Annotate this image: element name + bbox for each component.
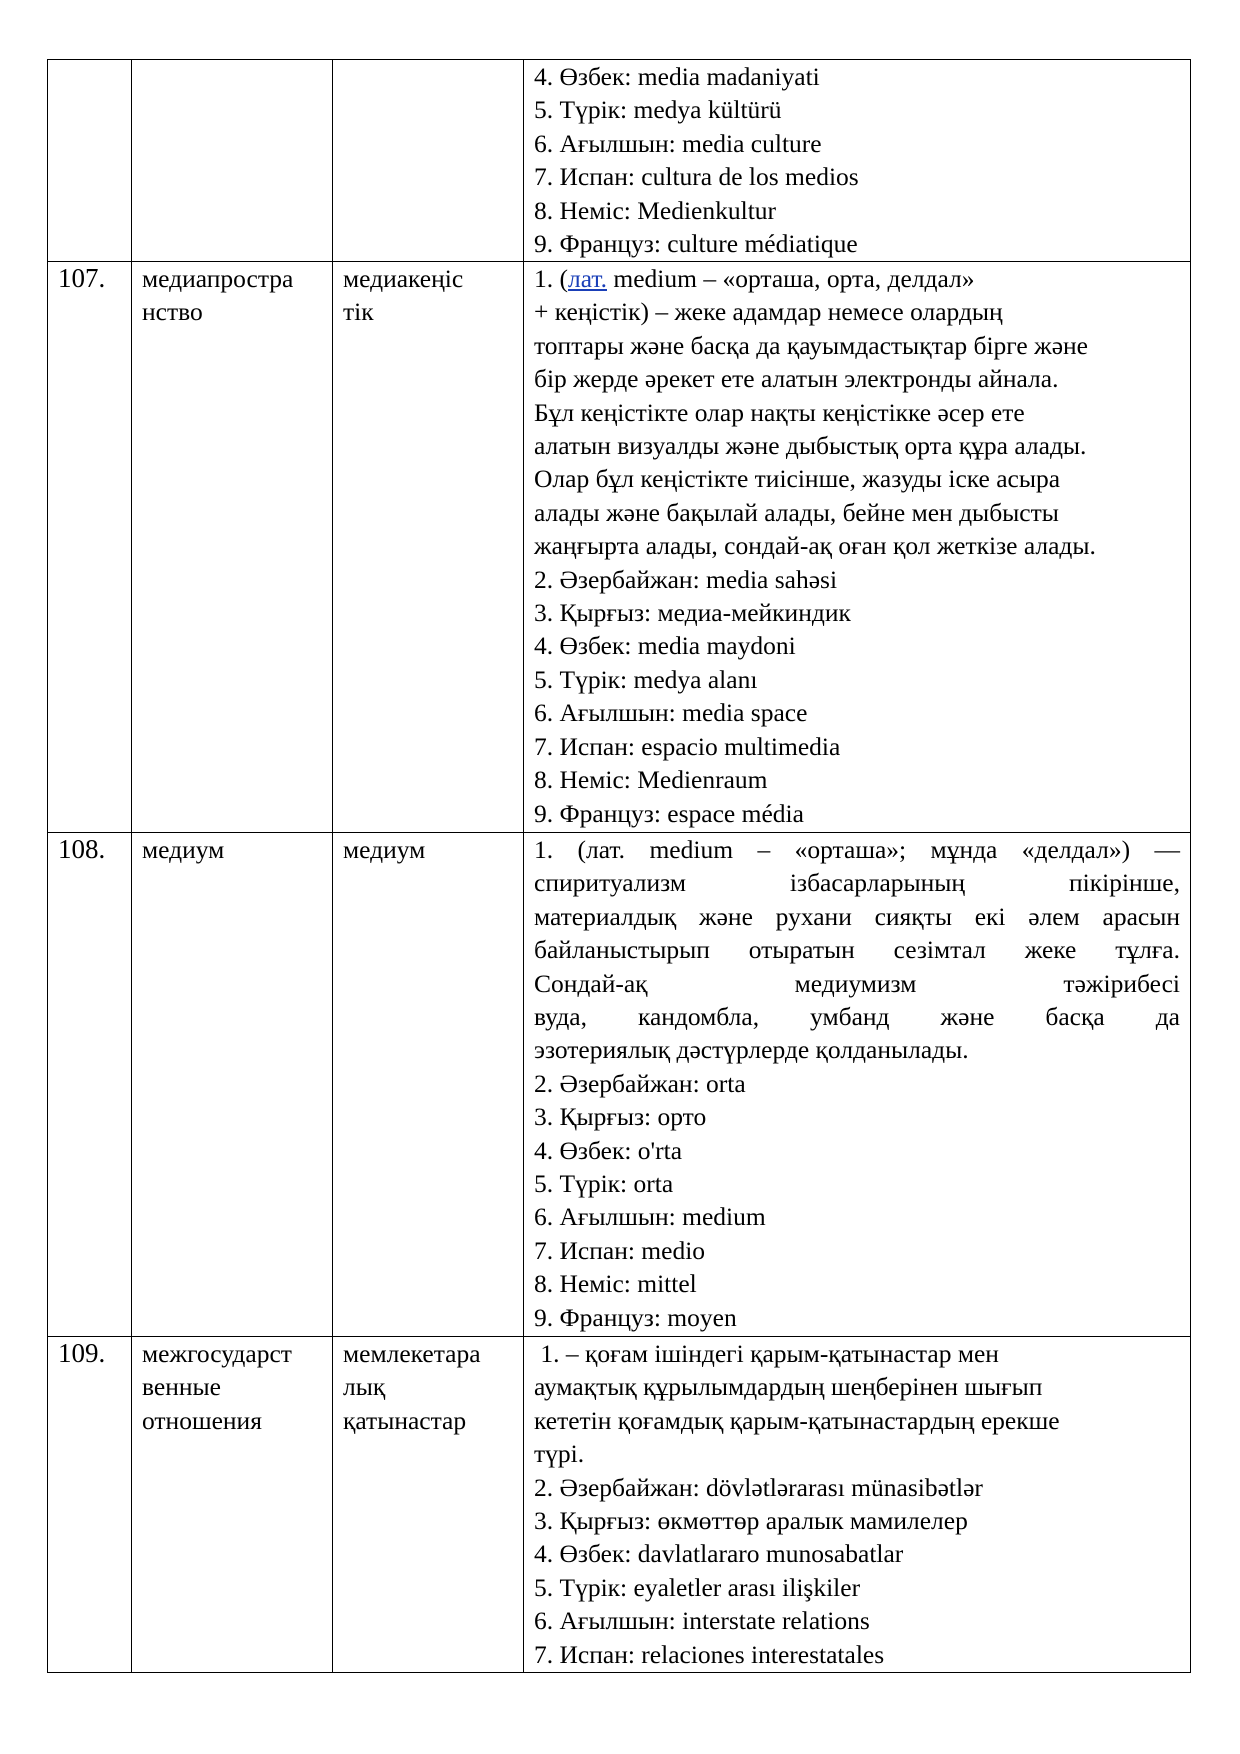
translation-spanish: 7. Испан: medio <box>534 1235 706 1265</box>
translation-german: 8. Неміс: Medienkultur <box>534 195 777 225</box>
russian-term-part: отношения <box>142 1405 262 1435</box>
translation-french: 9. Француз: espace média <box>534 798 804 828</box>
translation-uzbek: 4. Өзбек: davlatlararo munosabatlar <box>534 1539 904 1569</box>
translation-english: 6. Ағылшын: media culture <box>534 128 822 158</box>
russian-term-cell <box>132 262 333 833</box>
translation-kyrgyz: 3. Қырғыз: өкмөттөр аралык мамилелер <box>534 1506 968 1536</box>
definition-cell <box>524 60 1191 262</box>
definition-line: топтары және басқа да қауымдастықтар бірге және <box>534 330 1089 360</box>
kazakh-term-cell <box>333 60 524 262</box>
definition-line: байланыстырып отыратын сезімтал жеке тұлға. <box>534 935 1180 965</box>
definition-intro <box>534 262 1180 295</box>
definition-line: спиритуализм ізбасарларының пікірінше, <box>534 868 1180 898</box>
kazakh-term-part: лық <box>343 1372 386 1402</box>
translation-spanish: 7. Испан: espacio multimedia <box>534 731 841 761</box>
russian-term-cell <box>132 1337 333 1673</box>
term-number-cell <box>48 60 132 262</box>
definition-line: алатын визуалды және дыбыстық орта құра алады. <box>534 431 1087 461</box>
definition-line: эзотериялық дәстүрлерде қолданылады. <box>534 1035 969 1065</box>
translation-kyrgyz: 3. Қырғыз: орто <box>534 1102 707 1132</box>
definition-line: аумақтық құрылымдардың шеңберінен шығып <box>534 1372 1043 1402</box>
definition-line: жаңғырта алады, сондай-ақ оған қол жеткізе алады. <box>534 531 1096 561</box>
definition-cell <box>524 262 1191 833</box>
kazakh-term-part: медиакеңіс <box>343 264 464 293</box>
translation-german: 8. Неміс: mittel <box>534 1269 697 1299</box>
definition-line: + кеңістік) – жеке адамдар немесе олардың <box>534 297 1003 327</box>
translation-turkish: 5. Түрік: medya alanı <box>534 664 758 694</box>
definition-line: Сондай-ақ медиумизм тәжірибесі <box>534 968 1180 998</box>
definition-line: 1. – қоғам ішіндегі қарым-қатынастар мен <box>534 1339 999 1368</box>
translation-uzbek: 4. Өзбек: o'rta <box>534 1135 683 1165</box>
definition-line: алады және бақылай алады, бейне мен дыбысты <box>534 497 1059 527</box>
table-row <box>48 262 1191 833</box>
translation-turkish: 5. Түрік: eyaletler arası ilişkiler <box>534 1572 861 1602</box>
definition-line: вуда, кандомбла, умбанд және басқа да <box>534 1002 1180 1032</box>
definition-cell <box>524 1337 1191 1673</box>
russian-term-part: нство <box>142 297 203 327</box>
kazakh-term-part: мемлекетара <box>343 1339 481 1368</box>
russian-term-part: медиапростра <box>142 264 294 293</box>
kazakh-term-part: қатынастар <box>343 1405 467 1435</box>
definition-line: 1. (лат. medium – «орташа»; мұнда «делдал») — <box>534 835 1180 864</box>
definition-line: материалдық және рухани сияқты екі әлем арасын <box>534 901 1180 931</box>
kazakh-term-cell <box>333 262 524 833</box>
translation-uzbek: 4. Өзбек: media madaniyati <box>534 62 820 91</box>
translation-azerbaijani: 2. Әзербайжан: media sahəsi <box>534 564 838 594</box>
definition-line: түрі. <box>534 1439 585 1469</box>
latin-reference-link[interactable]: лат. <box>568 264 607 293</box>
kazakh-term-part: медиум <box>343 835 426 864</box>
russian-term-part: венные <box>142 1372 221 1402</box>
russian-term-cell <box>132 60 333 262</box>
kazakh-term-cell <box>333 1337 524 1673</box>
glossary-page <box>47 59 1190 1673</box>
russian-term-part: межгосударст <box>142 1339 292 1368</box>
translation-english: 6. Ағылшын: media space <box>534 698 808 728</box>
term-number: 107. <box>48 262 132 833</box>
definition-line: Олар бұл кеңістікте тиісінше, жазуды іске асыра <box>534 464 1061 494</box>
term-number: 109. <box>48 1337 132 1673</box>
russian-term-part: медиум <box>142 835 225 864</box>
term-number: 108. <box>48 833 132 1337</box>
table-row <box>48 1337 1191 1673</box>
translation-azerbaijani: 2. Әзербайжан: orta <box>534 1068 746 1098</box>
glossary-table <box>47 59 1191 1673</box>
translation-uzbek: 4. Өзбек: media maydoni <box>534 631 796 661</box>
translation-spanish: 7. Испан: relaciones interestatales <box>534 1639 885 1669</box>
translation-turkish: 5. Түрік: orta <box>534 1169 674 1199</box>
kazakh-term-part: тік <box>343 297 374 327</box>
translation-kyrgyz: 3. Қырғыз: медиа-мейкиндик <box>534 598 851 628</box>
table-row <box>48 833 1191 1337</box>
translation-spanish: 7. Испан: cultura de los medios <box>534 162 859 192</box>
definition-line: Бұл кеңістікте олар нақты кеңістікке әсер ете <box>534 397 1025 427</box>
definition-intro-prefix: 1. ( <box>534 264 568 293</box>
definition-line: бір жерде әрекет ете алатын электронды айнала. <box>534 364 1059 394</box>
definition-line: кететін қоғамдық қарым-қатынастардың ерекше <box>534 1405 1060 1435</box>
translation-english: 6. Ағылшын: medium <box>534 1202 766 1232</box>
translation-english: 6. Ағылшын: interstate relations <box>534 1606 870 1636</box>
table-row <box>48 60 1191 262</box>
kazakh-term-cell <box>333 833 524 1337</box>
translation-azerbaijani: 2. Әзербайжан: dövlətlərarası münasibətlər <box>534 1472 983 1502</box>
translation-french: 9. Француз: moyen <box>534 1302 737 1332</box>
definition-cell <box>524 833 1191 1337</box>
translation-french: 9. Француз: culture médiatique <box>534 229 858 259</box>
definition-intro-suffix: medium – «орташа, орта, делдал» <box>607 264 975 293</box>
translation-german: 8. Неміс: Medienraum <box>534 765 768 795</box>
translation-turkish: 5. Түрік: medya kültürü <box>534 95 782 125</box>
russian-term-cell <box>132 833 333 1337</box>
